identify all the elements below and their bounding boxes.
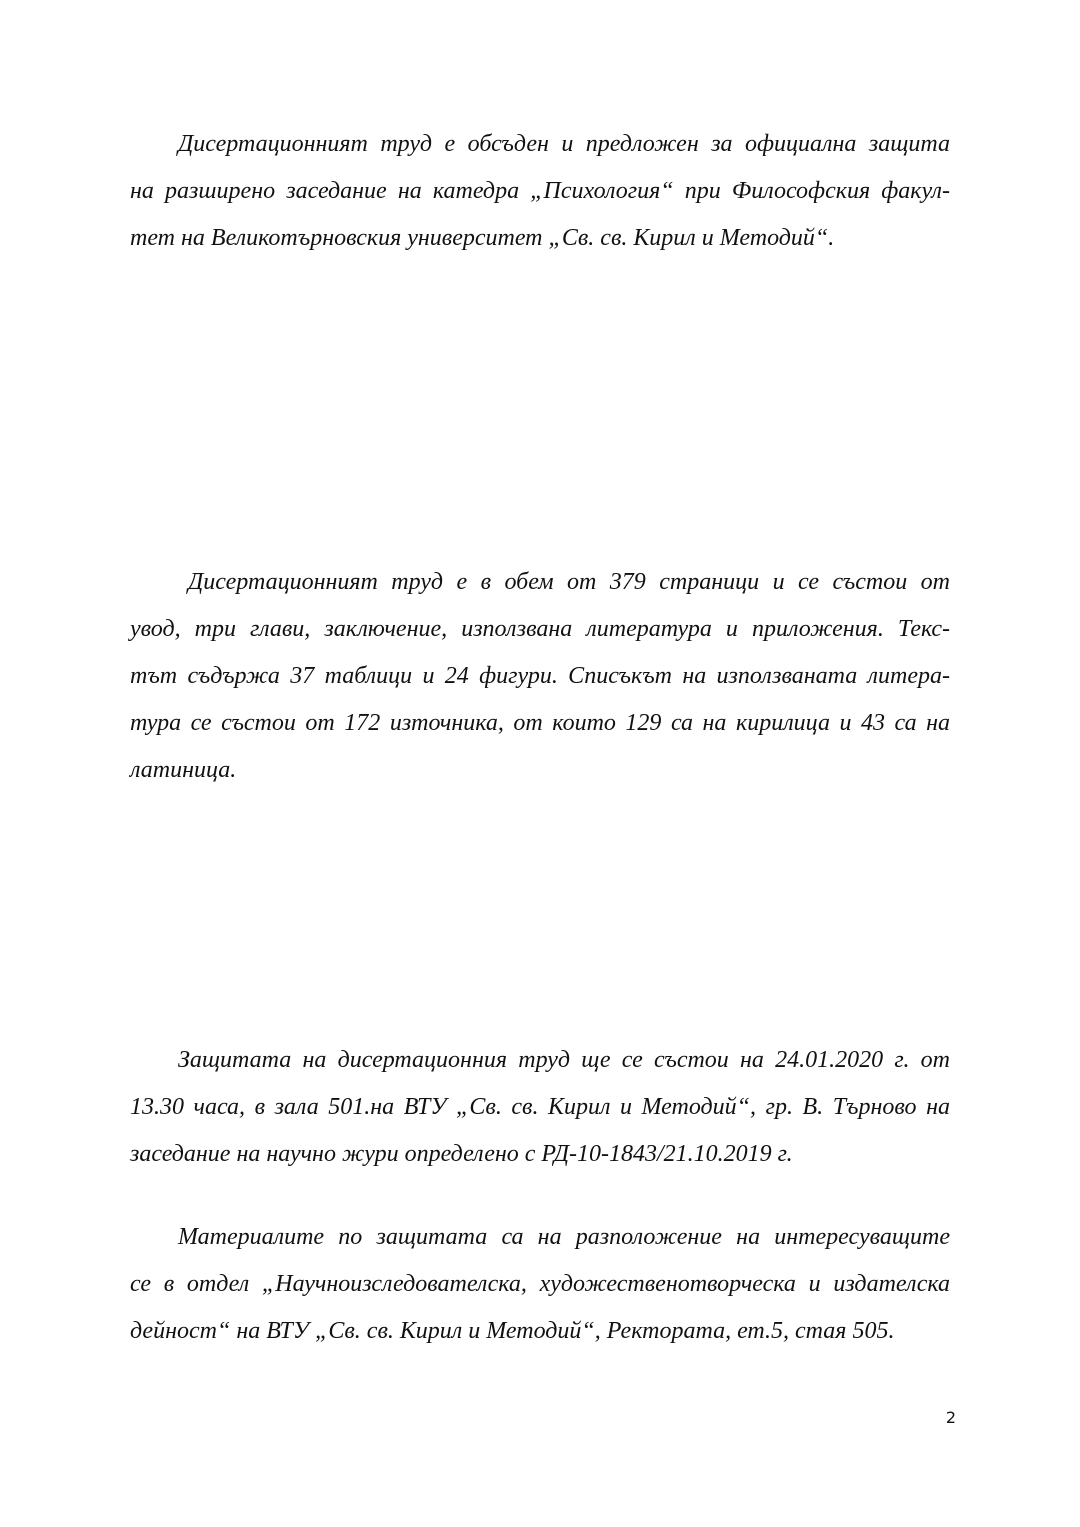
paragraph-line: на разширено заседание на катедра „Психология“ при Философския факул- [130, 178, 950, 204]
paragraph-line: Дисертационният труд е в обем от 379 страници и се състои от [188, 569, 950, 595]
page-number: 2 [945, 1408, 956, 1427]
paragraph-line: Защитата на дисертационния труд ще се състои на 24.01.2020 г. от [178, 1047, 950, 1073]
paragraph-line: дейност“ на ВТУ „Св. св. Кирил и Методий“, Ректората, ет.5, стая 505. [130, 1318, 895, 1344]
paragraph-line: се в отдел „Научноизследователска, художественотворческа и издателска [130, 1271, 950, 1297]
paragraph-line: тет на Великотърновския университет „Св. св. Кирил и Методий“. [130, 225, 835, 251]
paragraph-line: тът съдържа 37 таблици и 24 фигури. Списъкът на използваната литера- [130, 663, 950, 689]
paragraph-line: латиница. [130, 757, 237, 783]
paragraph-materials [130, 1214, 950, 1355]
paragraph-line: 13.30 часа, в зала 501.на ВТУ „Св. св. Кирил и Методий“, гр. В. Търново на [130, 1094, 950, 1120]
paragraph-line: тура се състои от 172 източника, от които 129 са на кирилица и 43 са на [130, 710, 950, 736]
paragraph-line: увод, три глави, заключение, използвана литература и приложения. Текс- [130, 616, 950, 642]
paragraph-line: заседание на научно жури определено с РД-10-1843/21.10.2019 г. [130, 1141, 793, 1167]
paragraph-line: Дисертационният труд е обсъден и предложен за официална защита [178, 131, 950, 157]
paragraph-volume [130, 559, 950, 794]
paragraph-discussion [130, 121, 950, 262]
paragraph-defense [130, 1037, 950, 1178]
paragraph-line: Материалите по защитата са на разположение на интересуващите [178, 1224, 950, 1250]
